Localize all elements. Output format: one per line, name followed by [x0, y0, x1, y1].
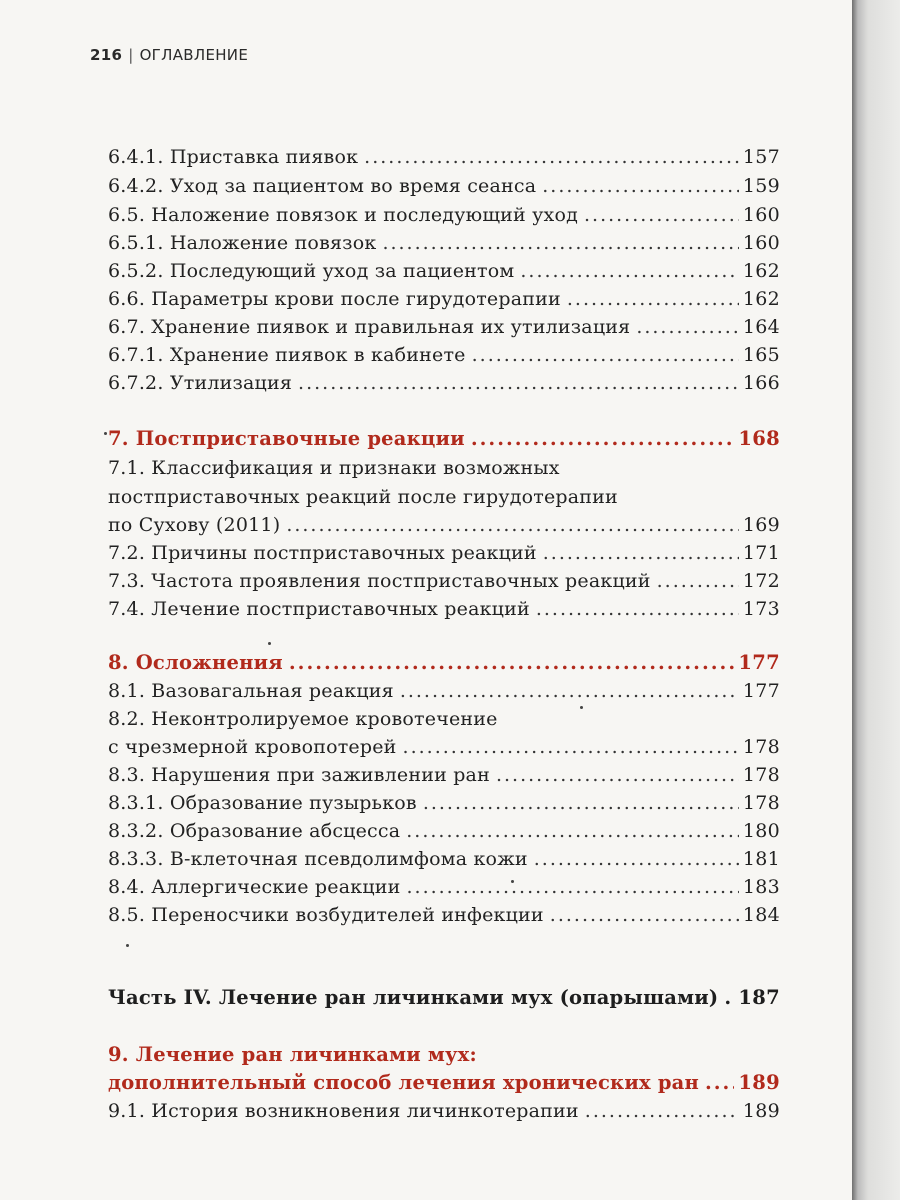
toc-entry-page: 162: [742, 288, 780, 310]
scan-speck: [268, 642, 271, 645]
dot-leader: [534, 844, 739, 874]
toc-entry-title: 7.2. Причины постприставочных реакций: [108, 542, 537, 564]
toc-entry-page: 178: [742, 792, 780, 814]
toc-entry-title: 6.5.2. Последующий уход за пациентом: [108, 260, 515, 282]
part-title: Часть IV. Лечение ран личинками мух (опарышами): [108, 986, 719, 1009]
chapter-title: дополнительный способ лечения хронических ран: [108, 1071, 699, 1094]
scan-speck: [580, 706, 583, 709]
toc-entry-page: 177: [742, 680, 780, 702]
toc-entry[interactable]: [108, 312, 780, 342]
toc-entry[interactable]: [108, 816, 780, 846]
toc-entry-page: 173: [742, 598, 780, 620]
section-title: ОГЛАВЛЕНИЕ: [139, 46, 249, 64]
dot-leader: [585, 1096, 739, 1126]
toc-entry-title: 8.2. Неконтролируемое кровотечение: [108, 708, 498, 730]
dot-leader: [400, 676, 739, 706]
toc-entry[interactable]: [108, 732, 780, 762]
toc-entry-title: 9.1. История возникновения личинкотерапии: [108, 1100, 579, 1122]
toc-entry-title: по Сухову (2011): [108, 514, 281, 536]
scan-speck: [104, 432, 107, 435]
toc-entry[interactable]: [108, 510, 780, 540]
toc-entry[interactable]: [108, 538, 780, 568]
dot-leader: [406, 816, 739, 846]
chapter-9-heading[interactable]: [108, 1068, 780, 1098]
dot-leader: [584, 200, 739, 230]
dot-leader: [423, 788, 739, 818]
toc-entry[interactable]: [108, 171, 780, 201]
toc-entry-title: 6.7.2. Утилизация: [108, 372, 293, 394]
toc-entry-title: 8.3.1. Образование пузырьков: [108, 792, 417, 814]
chapter-9-heading-line[interactable]: [108, 1040, 780, 1070]
dot-leader: [298, 368, 739, 398]
toc-entry-title: 6.7.1. Хранение пиявок в кабинете: [108, 344, 466, 366]
toc-entry-page: 160: [742, 232, 780, 254]
toc-entry-title: постприставочных реакций после гирудотерапии: [108, 486, 618, 508]
toc-entry-title: 6.5. Наложение повязок и последующий уход: [108, 204, 578, 226]
toc-entry-title: 6.5.1. Наложение повязок: [108, 232, 377, 254]
toc-entry-title: 8.1. Вазовагальная реакция: [108, 680, 394, 702]
dot-leader: [567, 284, 739, 314]
dot-leader: [364, 142, 739, 172]
toc-entry-page: 164: [742, 316, 780, 338]
chapter-page: 177: [738, 651, 780, 674]
toc-entry[interactable]: [108, 900, 780, 930]
toc-entry[interactable]: [108, 368, 780, 398]
toc-entry-page: 172: [742, 570, 780, 592]
toc-entry-title: 8.3.3. В-клеточная псевдолимфома кожи: [108, 848, 528, 870]
toc-entry[interactable]: [108, 788, 780, 818]
book-page-edge: [852, 0, 900, 1200]
toc-entry-title: 7.1. Классификация и признаки возможных: [108, 457, 560, 479]
dot-leader: [382, 228, 738, 258]
dot-leader: [657, 566, 739, 596]
toc-entry-title: 8.3.2. Образование абсцесса: [108, 820, 401, 842]
toc-entry-title: 6.6. Параметры крови после гирудотерапии: [108, 288, 561, 310]
dot-leader: [705, 1068, 734, 1098]
toc-entry-line[interactable]: [108, 482, 780, 512]
dot-leader: [403, 732, 739, 762]
toc-entry-page: 166: [742, 372, 780, 394]
part-page: 187: [738, 986, 780, 1009]
toc-entry-title: 7.3. Частота проявления постприставочных реакций: [108, 570, 651, 592]
chapter-8-heading[interactable]: [108, 648, 780, 678]
toc-entry-page: 165: [742, 344, 780, 366]
header-separator: |: [128, 46, 134, 64]
dot-leader: [496, 760, 739, 790]
toc-entry[interactable]: [108, 676, 780, 706]
toc-entry-line[interactable]: [108, 704, 780, 734]
dot-leader: [471, 424, 735, 454]
toc-entry-title: 6.4.1. Приставка пиявок: [108, 146, 359, 168]
dot-leader: [286, 510, 739, 540]
toc-entry[interactable]: [108, 1096, 780, 1126]
page-number: 216: [90, 46, 123, 64]
toc-entry[interactable]: [108, 872, 780, 902]
dot-leader: [472, 340, 739, 370]
toc-entry-page: 169: [742, 514, 780, 536]
toc-entry[interactable]: [108, 200, 780, 230]
chapter-page: 168: [738, 427, 780, 450]
toc-entry-page: 184: [742, 904, 780, 926]
chapter-7-heading[interactable]: [108, 424, 780, 454]
toc-entry[interactable]: [108, 340, 780, 370]
dot-leader: [536, 594, 739, 624]
dot-leader: [636, 312, 739, 342]
toc-entry[interactable]: [108, 566, 780, 596]
toc-entry-page: 178: [742, 736, 780, 758]
toc-entry-line[interactable]: [108, 453, 780, 483]
toc-entry-page: 183: [742, 876, 780, 898]
toc-entry-page: 159: [742, 175, 780, 197]
toc-entry-page: 171: [742, 542, 780, 564]
toc-entry[interactable]: [108, 142, 780, 172]
dot-leader: [520, 256, 738, 286]
toc-entry[interactable]: [108, 594, 780, 624]
chapter-page: 189: [738, 1071, 780, 1094]
toc-entry[interactable]: [108, 228, 780, 258]
scan-speck: [126, 944, 129, 947]
toc-entry-title: 7.4. Лечение постприставочных реакций: [108, 598, 530, 620]
toc-entry[interactable]: [108, 284, 780, 314]
toc-entry-title: 6.7. Хранение пиявок и правильная их утилизация: [108, 316, 631, 338]
running-head: [90, 46, 248, 64]
dot-leader: [542, 171, 739, 201]
dot-leader: [289, 648, 735, 678]
toc-entry-title: 6.4.2. Уход за пациентом во время сеанса: [108, 175, 537, 197]
toc-entry[interactable]: [108, 760, 780, 790]
dot-leader: [550, 900, 739, 930]
dot-leader: [543, 538, 739, 568]
toc-entry[interactable]: [108, 844, 780, 874]
chapter-title: 8. Осложнения: [108, 651, 283, 674]
toc-entry-page: 160: [742, 204, 780, 226]
chapter-title: 7. Постприставочные реакции: [108, 427, 465, 450]
scan-speck: [511, 880, 514, 883]
toc-entry-title: с чрезмерной кровопотерей: [108, 736, 397, 758]
toc-entry-page: 189: [742, 1100, 780, 1122]
toc-entry-page: 180: [742, 820, 780, 842]
chapter-title: 9. Лечение ран личинками мух:: [108, 1043, 477, 1066]
toc-entry-title: 8.5. Переносчики возбудителей инфекции: [108, 904, 544, 926]
toc-entry-title: 8.4. Аллергические реакции: [108, 876, 401, 898]
toc-entry-page: 157: [742, 146, 780, 168]
toc-entry-page: 162: [742, 260, 780, 282]
toc-entry[interactable]: [108, 256, 780, 286]
toc-entry-page: 178: [742, 764, 780, 786]
dot-leader: [406, 872, 738, 902]
toc-entry-page: 181: [742, 848, 780, 870]
dot-leader: [724, 983, 734, 1013]
toc-entry-title: 8.3. Нарушения при заживлении ран: [108, 764, 490, 786]
part-4-heading[interactable]: [108, 983, 780, 1013]
